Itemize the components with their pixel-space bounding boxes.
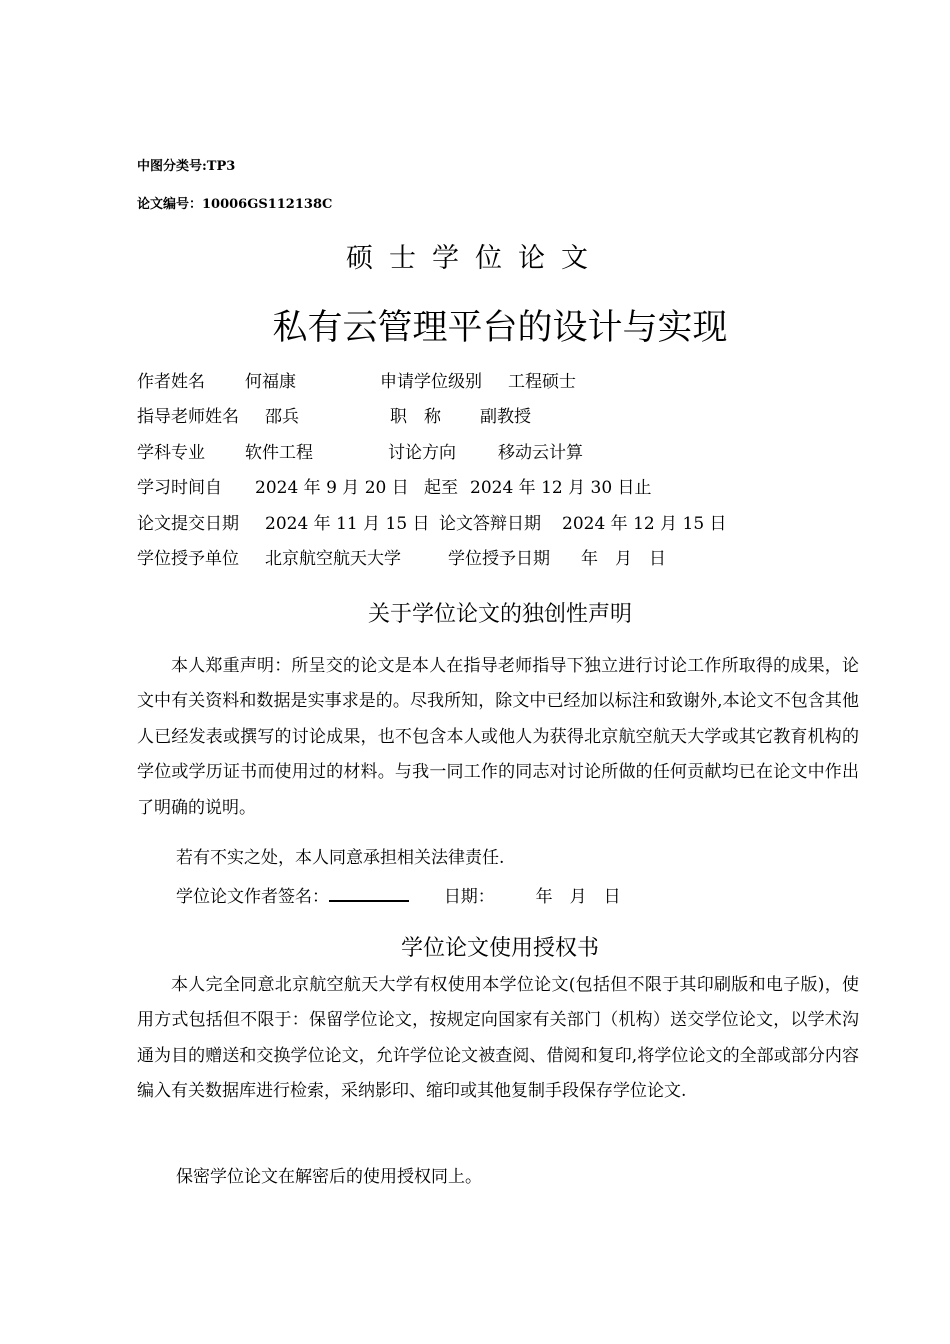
signature-date-value: 年 月 日 [535, 887, 621, 907]
study-to: 起至 [424, 478, 458, 498]
grant-date-value: 年 月 日 [581, 549, 666, 569]
authorization-paragraph: 本人完全同意北京航空航天大学有权使用本学位论文(包括但不限于其印刷版和电子版)，使用方式包括但不限于：保留学位论文，按规定向国家有关部门（机构）送交学位论文，以学术沟通为目的赠送和交换学位论文，允许学位论文被查阅、借阅和复印,将学位论文的全部或部分内容编入有关数据库进行检索，采纳影印、缩印或其他复制手段保存学位论文. [137, 975, 859, 1102]
originality-heading: 关于学位论文的独创性声明 [367, 602, 632, 627]
originality-paragraph: 本人郑重声明：所呈交的论文是本人在指导老师指导下独立进行讨论工作所取得的成果，论文中有关资料和数据是实事求是的。尽我所知，除文中已经加以标注和致谢外,本论文不包含其他人已经发表或撰写的讨论成果，也不包含本人或他人为获得北京航空航天大学或其它教育机构的学位或学历证书而使用过的材料。与我一同工作的同志对讨论所做的任何贡献均已在论文中作出了明确的说明。 [137, 656, 859, 818]
classification-number: 中图分类号:TP3 [137, 159, 236, 174]
info-row-dates [137, 511, 857, 537]
grantor-value: 北京航空航天大学 [265, 549, 401, 569]
authorization-heading: 学位论文使用授权书 [400, 936, 599, 961]
degree-type: 硕士学位论文 [346, 243, 604, 274]
direction-label: 讨论方向 [388, 443, 456, 463]
study-end: 2024 年 12 月 30 日止 [470, 478, 652, 498]
liability-statement: 若有不实之处，本人同意承担相关法律责任. [176, 848, 505, 868]
degree-level-label: 申请学位级别 [380, 372, 482, 392]
info-row-major [137, 440, 857, 466]
signature-field[interactable] [329, 886, 409, 902]
thesis-title: 私有云管理平台的设计与实现 [272, 308, 728, 348]
degree-level-value: 工程硕士 [508, 372, 576, 392]
grant-date-label: 学位授予日期 [448, 549, 550, 569]
direction-value: 移动云计算 [498, 443, 583, 463]
thesis-number: 论文编号：10006GS112138C [137, 197, 333, 212]
study-start: 2024 年 9 月 20 日 [255, 478, 409, 498]
major-value: 软件工程 [245, 443, 313, 463]
author-label: 作者姓名 [137, 372, 205, 392]
advisor-value: 邵兵 [265, 407, 299, 427]
secret-statement: 保密学位论文在解密后的使用授权同上。 [176, 1167, 482, 1187]
study-period-label: 学习时间自 [137, 478, 222, 498]
info-row-advisor [137, 404, 857, 430]
rank-label: 职 称 [390, 407, 441, 427]
info-row-grantor [137, 546, 857, 572]
info-row-study-period [137, 475, 857, 501]
info-row-author [137, 369, 857, 395]
grantor-label: 学位授予单位 [137, 549, 239, 569]
defense-value: 2024 年 12 月 15 日 [562, 514, 727, 534]
advisor-label: 指导老师姓名 [137, 407, 239, 427]
major-label: 学科专业 [137, 443, 205, 463]
defense-label: 论文答辩日期 [439, 514, 541, 534]
author-value: 何福康 [245, 372, 296, 392]
submit-value: 2024 年 11 月 15 日 [265, 514, 430, 534]
rank-value: 副教授 [480, 407, 531, 427]
signature-label: 学位论文作者签名： [176, 887, 329, 907]
submit-label: 论文提交日期 [137, 514, 239, 534]
signature-line [176, 882, 621, 907]
signature-date-label: 日期： [443, 887, 495, 907]
